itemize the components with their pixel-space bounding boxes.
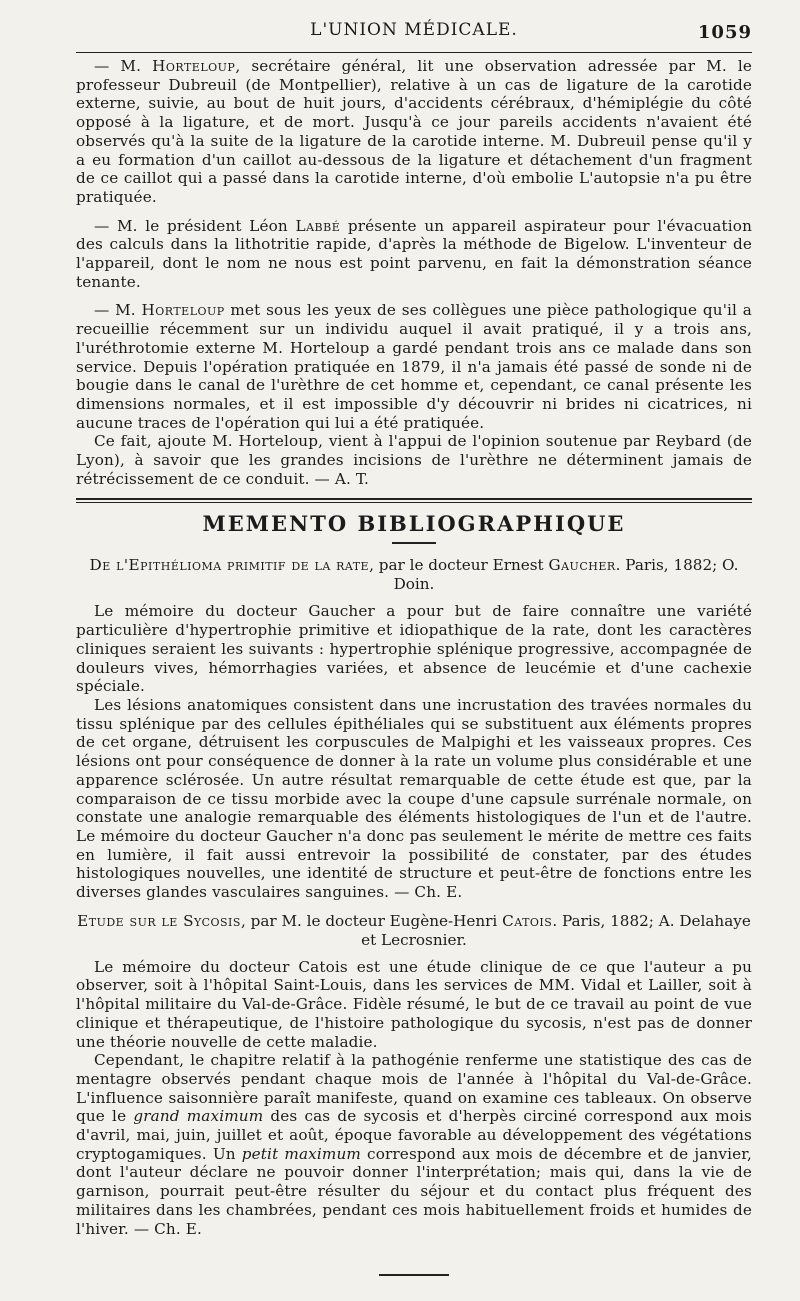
paragraph xyxy=(76,301,752,432)
section-heading: MEMENTO BIBLIOGRAPHIQUE xyxy=(202,511,626,537)
paragraph-lead: — M. le président Léon xyxy=(94,216,296,235)
person-name: Labbé xyxy=(295,216,341,235)
page xyxy=(76,14,752,1276)
dash: — M. xyxy=(94,301,136,320)
review-author: Catois xyxy=(502,911,553,930)
running-title: L'UNION MÉDICALE. xyxy=(310,20,518,40)
emphasis: petit maximum xyxy=(241,1144,361,1163)
review-heading xyxy=(76,912,752,950)
section-horteloup-dubreuil xyxy=(76,57,752,207)
paragraph xyxy=(76,57,752,207)
section-horteloup-piece xyxy=(76,301,752,488)
review-publisher: . Paris, 1882; O. Doin. xyxy=(393,556,739,594)
review-publisher: . Paris, 1882; A. Delahaye et Lecrosnier. xyxy=(361,911,751,949)
review-byline: , par le docteur Ernest xyxy=(369,556,549,575)
section-labbe xyxy=(76,217,752,292)
review-gaucher xyxy=(76,556,752,901)
review-title: Etude sur le Sycosis xyxy=(77,911,241,930)
person-name: Horteloup xyxy=(152,57,236,75)
running-head xyxy=(76,14,752,44)
review-catois xyxy=(76,912,752,1239)
paragraph-text: des cas de sycosis et d'herpès circiné correspond aux mois d'avril, mai, juin, juillet et août, époque favorable au développement des végétations cryptogamiques. Un xyxy=(76,1107,753,1163)
paragraph-text: présente un appareil aspirateur pour l'évacuation des calculs dans la lithotritie rapide, d'après la méthode de Bigelow. L'inventeur de l'appareil, dont le nom ne nous est point parvenu, en fait la démonstration séance tenante. xyxy=(76,216,752,291)
paragraph: Ce fait, ajoute M. Horteloup, vient à l'appui de l'opinion soutenue par Reybard (de Lyon), à savoir que les grandes incisions de l'urèthre ne déterminent jamais de rétrécissement de ce conduit. — A. T. xyxy=(76,432,752,488)
section-divider xyxy=(76,498,752,503)
heading-rule xyxy=(392,542,436,544)
review-heading xyxy=(76,556,752,594)
review-author: Gaucher xyxy=(548,556,616,575)
paragraph-text: Cependant, le chapitre relatif à la pathogénie renferme une statistique des cas de mentagre observés pendant chaque mois de l'année à l'hôpital du Val-de-Grâce. L'influence saisonnière paraît manifeste, quand on examine ces tableaux. On observe que le xyxy=(76,1051,752,1126)
page-number: 1059 xyxy=(697,22,752,43)
paragraph-text: correspond aux mois de décembre et de janvier, dont l'auteur déclare ne pouvoir donner l'interprétation; mais qui, dans la vie de garnison, pourrait peut-être résulter du séjour et du contact plus fréquent des militaires dans les chambrées, pendant ces mois habituellement froids et humides de l'hiver. — Ch. E. xyxy=(76,1144,752,1238)
dash: — M. xyxy=(94,57,142,75)
end-rule xyxy=(379,1274,449,1276)
review-title: De l'Epithélioma primitif de la rate xyxy=(89,556,370,575)
paragraph: Le mémoire du docteur Gaucher a pour but de faire connaître une variété particulière d'hypertrophie primitive et idiopathique de la rate, dont les caractères cliniques seraient les suivants : hypertrophie splénique progressive, accompagnée de douleurs vives, hémorrhagies variées, et absence de leucémie et d'une cachexie spéciale. xyxy=(76,602,752,696)
paragraph xyxy=(76,217,752,292)
paragraph: Les lésions anatomiques consistent dans une incrustation des travées normales du tissu splénique par des cellules épithéliales qui se substituent aux éléments propres de cet organe, détruisent les corpuscules de Malpighi et les vaisseaux propres. Ces lésions ont pour conséquence de donner à la rate un volume plus considérable et une apparence sclérosée. Un autre résultat remarquable de cette étude est que, par la comparaison de ce tissu morbide avec la coupe d'une capsule surrénale normale, on constate une analogie remarquable des éléments histologiques de l'un et de l'autre. Le mémoire du docteur Gaucher n'a donc pas seulement le mérite de mettre ces faits en lumière, il fait aussi entrevoir la possibilité de constater, par des études histologiques nouvelles, une identité de structure et peut-être de fonctions entre les diverses glandes vasculaires sanguines. — Ch. E. xyxy=(76,695,752,902)
paragraph xyxy=(76,1051,752,1238)
review-byline: , par M. le docteur Eugène-Henri xyxy=(240,911,503,930)
paragraph-text: met sous les yeux de ses collègues une pièce pathologique qu'il a recueillie récemment sur un individu auquel il avait pratiqué, il y a trois ans, l'uréthrotomie externe M. Horteloup a gardé pendant trois ans ce malade dans son service. Depuis l'opération pratiquée en 1879, il n'a jamais été passé de sonde ni de bougie dans le canal de l'urèthre de cet homme et, cependant, ce canal présente les dimensions normales, et il est impossible d'y découvrir ni brides ni cicatrices, ni aucune traces de l'opération qui lui a été pratiquée. xyxy=(76,301,752,432)
emphasis: grand maximum xyxy=(133,1107,264,1126)
person-name: Horteloup xyxy=(141,301,225,320)
paragraph: Le mémoire du docteur Catois est une étude clinique de ce que l'auteur a pu observer, soit à l'hôpital Saint-Louis, dans les services de MM. Vidal et Lailler, soit à l'hôpital militaire du Val-de-Grâce. Fidèle résumé, le but de ce travail au point de vue clinique et thérapeutique, de l'histoire pathologique du sycosis, n'est pas de donner une théorie nouvelle de cette maladie. xyxy=(76,957,752,1051)
header-rule xyxy=(76,52,752,53)
paragraph-text: , secrétaire général, lit une observation adressée par M. le professeur Dubreuil (de Montpellier), relative à un cas de ligature de la carotide externe, suivie, au bout de huit jours, d'accidents cérébraux, d'hémiplégie du côté opposé à la ligature, et de mort. Jusqu'à ce jour pareils accidents n'avaient été observés qu'à la suite de la ligature de la carotide interne. M. Dubreuil pense qu'il y a eu formation d'un caillot au-dessous de la ligature et détachement d'un fragment de ce caillot qui a passé dans la carotide interne, d'où embolie L'autopsie n'a pu être pratiquée. xyxy=(76,57,753,206)
